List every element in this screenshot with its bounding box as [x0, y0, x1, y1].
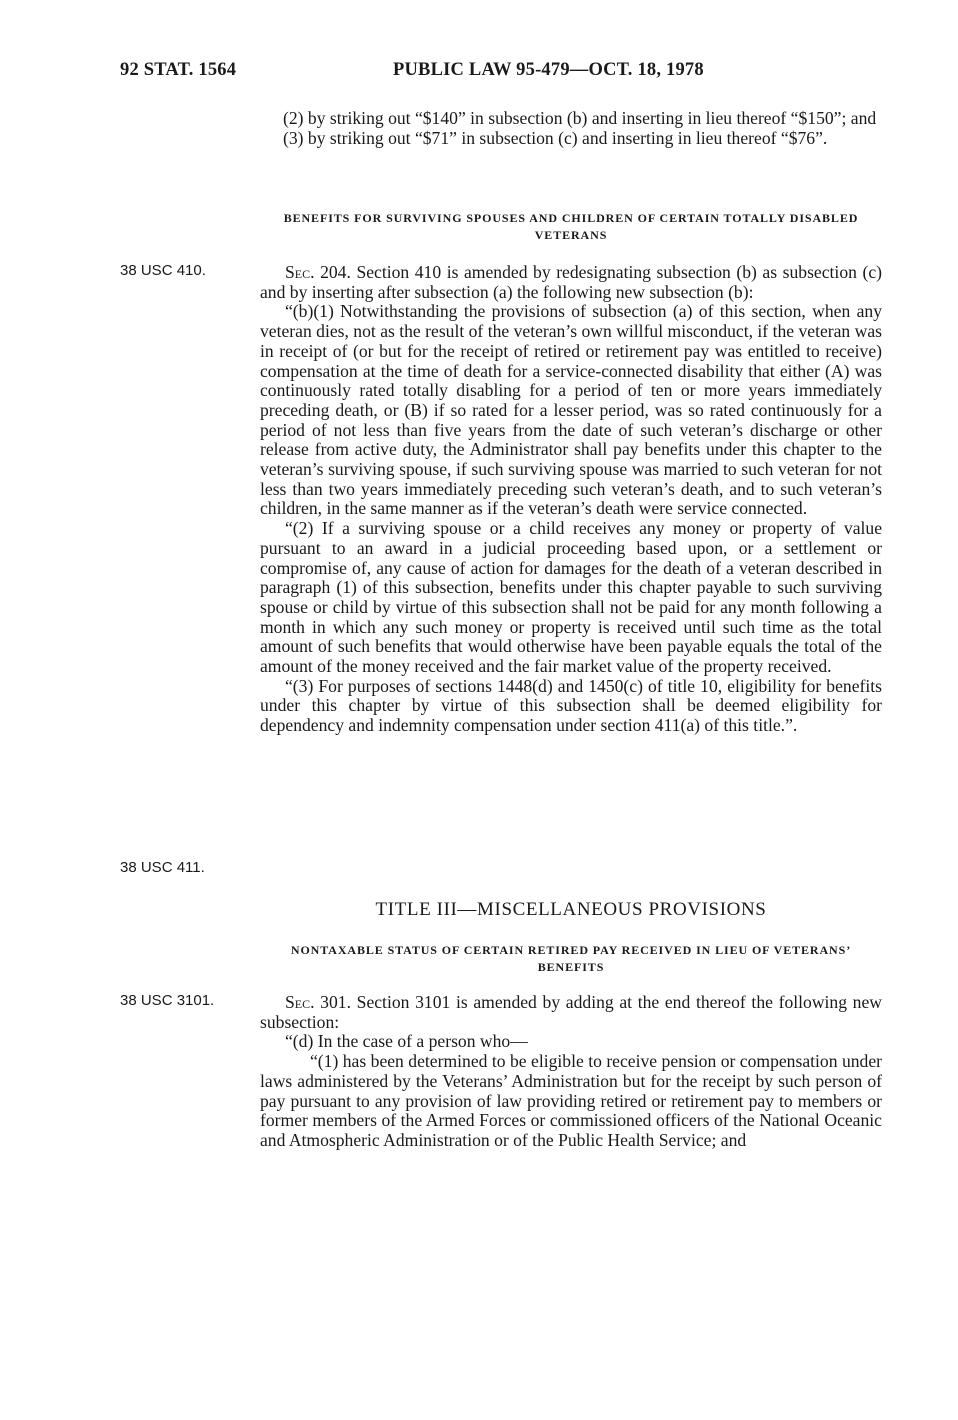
section-301-caption: NONTAXABLE STATUS OF CERTAIN RETIRED PAY RECEIVED IN LIEU OF VETERANS’ BENEFITS [290, 943, 852, 974]
section-301-intro [260, 993, 882, 1032]
amendment-items [260, 109, 882, 148]
public-law-reference: PUBLIC LAW 95-479—OCT. 18, 1978 [393, 60, 704, 80]
section-204-label: Sec. 204. [285, 262, 351, 282]
section-301-label: Sec. 301. [285, 992, 351, 1012]
subsection-b-2: “(2) If a surviving spouse or a child receives any money or property of value pursuant to an award in a judicial proceeding based upon, or a settlement or compromise of, any cause of action for damages for the death of a veteran described in paragraph (1) of this subsection, benefits under this chapter payable to such surviving spouse or child by virtue of this subsection shall not be paid for any month following a month in which any such money or property is received until such time as the total amount of such benefits that would otherwise have been payable equals the total of the amount of the money received and the fair market value of the property received. [260, 518, 882, 677]
amendment-item-2: (2) by striking out “$140” in subsection (b) and inserting in lieu thereof “$150”; and [283, 108, 877, 128]
subsection-d: “(d) In the case of a person who— [285, 1031, 528, 1052]
subsection-d-1: “(1) has been determined to be eligible to receive pension or compensation under laws administered by the Veterans’ Administration but for the receipt by such person of pay pursuant to any provision of law providing retired or retirement pay to members or former members of the Armed Forces or commissioned officers of the National Oceanic and Atmospheric Administration or of the Public Health Service; and [260, 1051, 882, 1150]
margin-note-38-usc-3101: 38 USC 3101. [120, 992, 215, 1009]
statute-reference: 92 STAT. 1564 [120, 60, 237, 80]
section-204-body [260, 263, 882, 736]
section-204-intro-text: Section 410 is amended by redesignating subsection (b) as subsection (c) and by inserting after subsection (a) the following new subsection (b): [260, 262, 882, 302]
section-204-intro [260, 263, 882, 302]
section-204-caption: BENEFITS FOR SURVIVING SPOUSES AND CHILDREN OF CERTAIN TOTALLY DISABLED VETERANS [283, 211, 859, 242]
section-301-intro-text: Section 3101 is amended by adding at the end thereof the following new subsection: [260, 992, 882, 1032]
section-301-body [260, 993, 882, 1151]
subsection-b-1: “(b)(1) Notwithstanding the provisions of subsection (a) of this section, when any veteran dies, not as the result of the veteran’s own willful misconduct, if the veteran was in receipt of (or but for the receipt of retired or retirement pay was entitled to receive) compensation at the time of death for a service-connected disability that either (A) was continuously rated totally disabling for a period of ten or more years immediately preceding death, or (B) if so rated for a lesser period, was so rated continuously for a period of not less than five years from the date of such veteran’s discharge or other release from active duty, the Administrator shall pay benefits under this chapter to the veteran’s surviving spouse, if such surviving spouse was married to such veteran for not less than two years immediately preceding such veteran’s death, and to such veteran’s children, in the same manner as if the veteran’s death were service connected. [260, 301, 882, 519]
margin-note-38-usc-410: 38 USC 410. [120, 262, 206, 279]
subsection-b-3: “(3) For purposes of sections 1448(d) and 1450(c) of title 10, eligibility for benefits under this chapter by virtue of this subsection shall be deemed eligibility for dependency and indemnity compensation under section 411(a) of this title.”. [260, 675, 882, 736]
margin-note-38-usc-411: 38 USC 411. [120, 859, 205, 876]
title-iii-heading: TITLE III—MISCELLANEOUS PROVISIONS [375, 899, 767, 920]
amendment-item-3: (3) by striking out “$71” in subsection (c) and inserting in lieu thereof “$76”. [283, 127, 828, 148]
